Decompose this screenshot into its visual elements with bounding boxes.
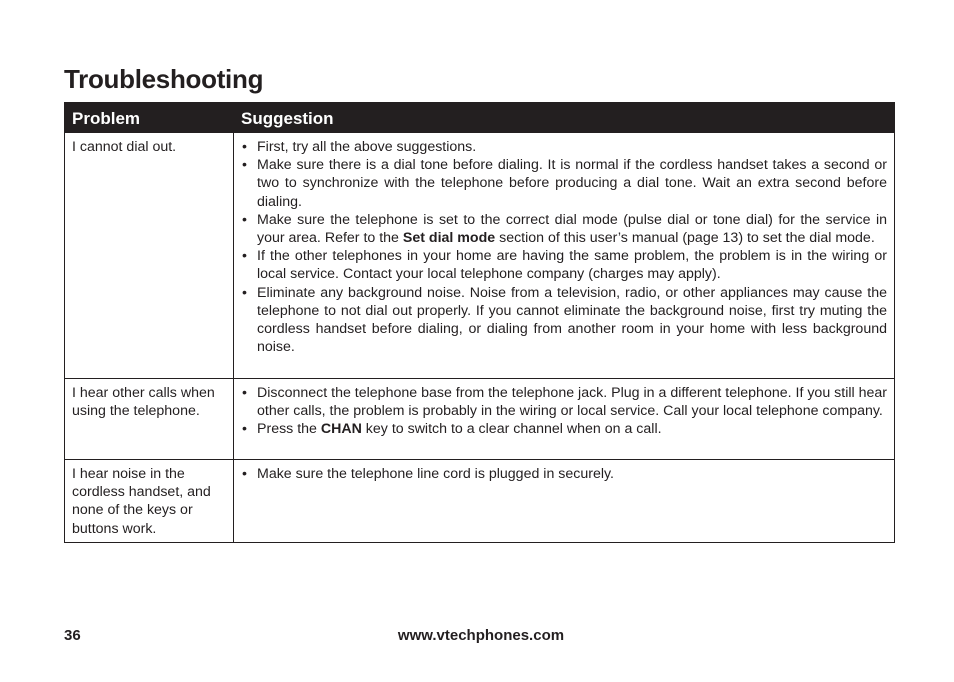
suggestion-cell (234, 460, 895, 543)
header-problem: Problem (65, 103, 234, 133)
bullet-icon: • (242, 139, 247, 155)
table-row (65, 379, 895, 460)
page-title: Troubleshooting (64, 64, 264, 94)
website-link[interactable]: www.vtechphones.com (397, 627, 565, 644)
suggestion-item: • Eliminate any background noise. Noise from a television, radio, or other appliances may cause the telephone to not dial out properly. If you cannot eliminate the background noise, first try muting the cordless handset before dialing, or dialing from another room in your home with less background noise. (242, 284, 887, 356)
table-header-row (65, 103, 895, 133)
suggestion-list (241, 465, 887, 483)
bullet-icon: • (242, 211, 247, 228)
bullet-icon: • (242, 157, 247, 174)
troubleshooting-table (64, 102, 895, 543)
suggestion-cell (234, 133, 895, 379)
bullet-icon: • (242, 466, 247, 482)
suggestion-list (241, 138, 887, 356)
bold-term: CHAN (320, 421, 362, 438)
suggestion-cell (234, 379, 895, 460)
bullet-icon: • (242, 385, 247, 401)
problem-cell: I hear noise in the cordless handset, and none of the keys or buttons work. (65, 460, 234, 543)
bullet-icon: • (242, 284, 247, 301)
bullet-icon: • (242, 248, 247, 265)
bullet-icon: • (242, 421, 247, 438)
suggestion-item: • Make sure there is a dial tone before dialing. It is normal if the cordless handset takes a second or two to synchronize with the telephone before producing a dial tone. Wait an extra second before dialing. (242, 157, 887, 210)
header-suggestion: Suggestion (234, 103, 895, 133)
suggestion-item: • Press the CHAN key to switch to a clear channel when on a call. (242, 421, 662, 438)
bold-term: Set dial mode (402, 230, 496, 247)
suggestion-item: • If the other telephones in your home are having the same problem, the problem is in the wiring or local service. Contact your local telephone company (charges may apply). (242, 248, 887, 283)
problem-cell: I hear other calls when using the telephone. (65, 379, 234, 460)
suggestion-item: • Make sure the telephone is set to the correct dial mode (pulse dial or tone dial) for the service in your area. Refer to the Set dial mode section of this user’s manual (page 13) to set the dial mode. (242, 211, 887, 247)
suggestion-item: • Make sure the telephone line cord is plugged in securely. (242, 466, 615, 482)
table-row (65, 133, 895, 379)
suggestion-item: • First, try all the above suggestions. (242, 139, 477, 155)
table-row (65, 460, 895, 543)
page-number: 36 (64, 627, 81, 644)
suggestion-list (241, 384, 887, 439)
suggestion-item: • Disconnect the telephone base from the telephone jack. Plug in a different telephone. If you still hear other calls, the problem is probably in the wiring or local service. Call your local telephone company. (242, 385, 887, 420)
problem-cell: I cannot dial out. (65, 133, 234, 379)
